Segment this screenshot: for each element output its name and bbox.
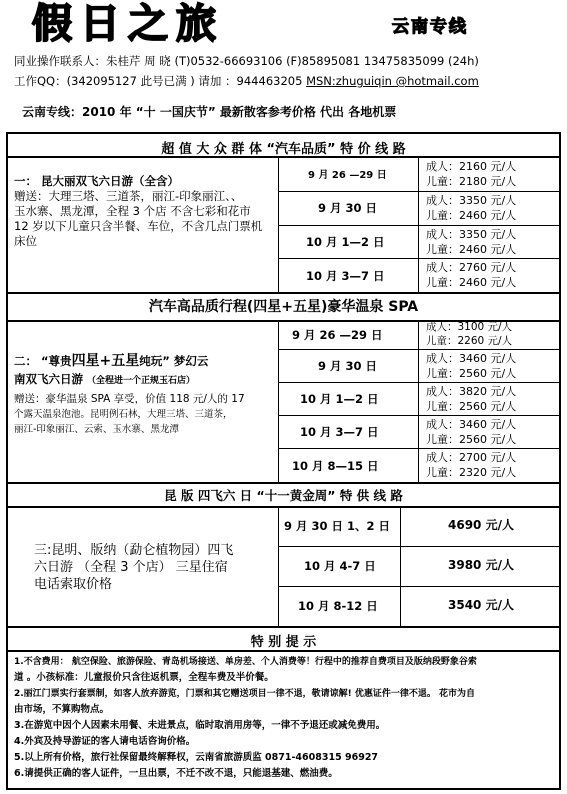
section2-route-line: 丽江-印象丽江、云索、玉水寨、黑龙潭 [14, 424, 179, 435]
adult-price: 成人：3460 元/人 [426, 352, 517, 365]
section1-route-line: 赠送：大理三塔、三道茶，丽江-印象丽江、、 [14, 189, 243, 203]
price-notice: 云南专线：2010 年 “十 一国庆节” 最新散客参考价格 代出 各地机票 [22, 105, 397, 119]
logo-title: 假日之旅 [32, 0, 224, 47]
tip-line: 4.外宾及持导游证的客人请电话咨询价格。 [14, 736, 196, 747]
price-cell [448, 598, 514, 613]
group-price: 3980 元/人 [448, 558, 514, 572]
date-cell: 10 月 3—7 日 [300, 425, 379, 439]
group-price: 3540 元/人 [448, 598, 514, 612]
date-cell: 9 月 30 日 1、2 日 [284, 519, 391, 533]
adult-price: 成人：2160 元/人 [426, 160, 517, 173]
adult-price: 成人：3820 元/人 [426, 385, 517, 398]
tip-line: 6.请提供正确的客人证件，一旦出票，不迁不改不退，只能退基建、燃油费。 [14, 768, 338, 779]
child-price: 儿童：2180 元/人 [426, 175, 517, 188]
tip-line: 道 。小孩标准：儿童报价只含往返机票，全程车费及半价餐。 [14, 672, 274, 683]
price-cell [426, 417, 516, 447]
section1-banner: 超 值 大 众 群 体 “汽车品质” 特 价 线 路 [161, 142, 406, 157]
section1-route [14, 174, 276, 249]
price-table [6, 132, 561, 790]
child-price: 儿童：2560 元/人 [426, 400, 517, 413]
price-cell [426, 320, 512, 348]
child-price: 儿童：2460 元/人 [426, 243, 517, 256]
route-title-highlight: 四星+五星 [71, 353, 140, 369]
date-cell: 10 月 4-7 日 [304, 559, 376, 573]
section3-route-line: 三:昆明、版纳（勐仑植物园）四飞 [34, 543, 234, 558]
price-cell [448, 518, 514, 533]
price-cell [426, 450, 516, 480]
child-price: 儿童：2320 元/人 [426, 466, 517, 479]
date-cell: 10 月 3—7 日 [306, 269, 385, 283]
section1-route-line: 床位 [14, 234, 37, 248]
section2-route-subtitle [14, 372, 276, 389]
section1-route-title: 一： 昆大丽双飞六日游（全含） [14, 174, 180, 188]
section3-banner: 昆 版 四飞六 日 “十一黄金周” 特 供 线 路 [164, 488, 403, 503]
section2-route [14, 354, 276, 437]
price-cell [426, 159, 516, 189]
logo-subtitle: 云南专线 [392, 17, 468, 37]
tip-line: 由市场，不算购物点。 [14, 704, 110, 715]
adult-price: 成人：3350 元/人 [426, 228, 517, 241]
section3-route [34, 542, 278, 593]
tips-banner: 特 别 提 示 [250, 635, 317, 650]
contact-line-1: 同业操作联系人：朱桂芹 周 晓 (T)0532-66693106 (F)85895081 13475835099 (24h) [14, 54, 479, 68]
tip-line: 3.在游览中因个人因素未用餐、未进景点，临时取消用房等，一律不予退还或减免费用。 [14, 720, 386, 731]
section3-route-line: 六日游 （全程 3 个店） 三星住宿 [34, 560, 228, 575]
section1-route-line: 12 岁以下儿童只含半餐、车位，不含几点门票机 [14, 219, 263, 233]
date-cell: 9 月 30 日 [318, 201, 378, 215]
route-title-part: 南双飞六日游 [14, 372, 83, 386]
adult-price: 成人：3350 元/人 [426, 194, 517, 207]
price-cell [426, 384, 516, 414]
date-cell: 9 月 26 —29 日 [292, 328, 383, 342]
date-cell: 10 月 1—2 日 [300, 392, 379, 406]
section2-route-line: 个露天温泉泡池。昆明例石林，大理三塔、三道茶， [14, 409, 233, 420]
msn-link[interactable]: MSN:zhuguiqin @hotmail.com [306, 74, 479, 88]
adult-price: 成人：3100 元/人 [426, 321, 513, 333]
child-price: 儿童：2260 元/人 [426, 335, 513, 347]
section2-route-line: 赠送：豪华温泉 SPA 享受，价值 118 元/人的 17 [14, 393, 245, 405]
route-title-part: 二： “尊贵 [14, 354, 72, 368]
adult-price: 成人：2760 元/人 [426, 261, 517, 274]
date-cell: 9 月 26 —29 日 [308, 170, 387, 181]
section1-route-line: 玉水寨、黑龙潭，全程 3 个店 不含七彩和花市 [14, 204, 251, 218]
child-price: 儿童：2560 元/人 [426, 433, 517, 446]
date-cell: 10 月 8-12 日 [298, 599, 378, 613]
group-price: 4690 元/人 [448, 518, 514, 532]
child-price: 儿童：2460 元/人 [426, 209, 517, 222]
adult-price: 成人：2700 元/人 [426, 451, 517, 464]
header [0, 0, 567, 60]
tip-line: 1.不含费用： 航空保险、旅游保险、青岛机场接送、单房差、个人消费等！行程中的推荐自费项目及版纳段野象谷索 [14, 657, 477, 667]
tip-line: 2.丽江门票实行套票制，如客人放弃游览，门票和其它赠送项目一律不退，敬请谅解! 优惠证件一律不退。 花市为自 [14, 689, 476, 699]
route-note: （全程进一个正规玉石店） [87, 376, 196, 386]
price-cell [426, 227, 516, 257]
section2-route-title [14, 354, 276, 369]
contact-line-2 [14, 73, 479, 89]
child-price: 儿童：2460 元/人 [426, 276, 517, 289]
section3-route-line: 电话索取价格 [34, 577, 113, 592]
route-title-part: 纯玩” 梦幻云 [139, 354, 209, 368]
date-cell: 9 月 30 日 [318, 359, 378, 373]
price-cell [426, 193, 516, 223]
price-cell [426, 260, 516, 290]
section2-banner: 汽车高品质行程(四星+五星)豪华温泉 SPA [148, 299, 419, 315]
price-cell [448, 558, 514, 573]
date-cell: 10 月 8—15 日 [292, 459, 379, 473]
qq-info: 工作QQ：(342095127 此号已满 ) 请加 ：944463205 [14, 74, 307, 88]
adult-price: 成人：3460 元/人 [426, 418, 517, 431]
tip-line: 5.以上所有价格，旅行社保留最终解释权，云南省旅游质监 0871-4608315 96927 [14, 752, 379, 763]
child-price: 儿童：2560 元/人 [426, 367, 517, 380]
price-cell [426, 351, 516, 381]
date-cell: 10 月 1—2 日 [306, 235, 385, 249]
tips-list [14, 654, 477, 782]
